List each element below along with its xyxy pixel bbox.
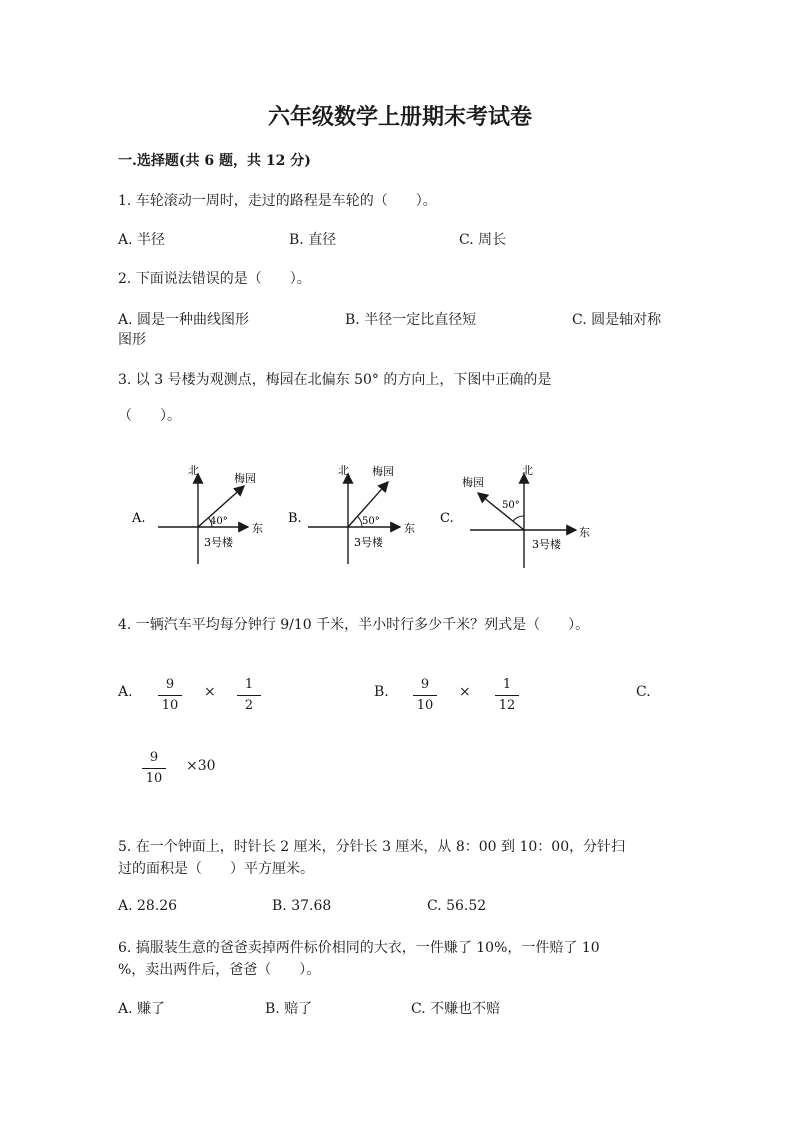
angle-label: 50° (502, 500, 520, 511)
numerator: 9 (165, 677, 175, 692)
q5-option-c[interactable]: C. 56.52 (427, 898, 487, 914)
north-label: 北 (522, 464, 533, 477)
question-2-text: 2. 下面说法错误的是（ ）。 (118, 271, 311, 287)
q3-diagram-a[interactable] (130, 460, 280, 570)
q2-option-b[interactable]: B. 半径一定比直径短 (345, 312, 477, 328)
target-label: 梅园 (462, 476, 484, 489)
q2-option-c[interactable]: C. 圆是轴对称 (572, 312, 662, 328)
angle-label: 50° (362, 516, 380, 527)
denominator: 10 (161, 698, 179, 713)
denominator: 10 (145, 771, 163, 786)
question-3-line-1: 3. 以 3 号楼为观测点，梅园在北偏东 50° 的方向上，下图中正确的是 (118, 372, 552, 388)
question-6-line-1: 6. 搞服装生意的爸爸卖掉两件标价相同的大衣，一件赚了 10%，一件赔了 10 (118, 940, 600, 956)
question-5-line-2: 过的面积是（ ）平方厘米。 (118, 861, 314, 877)
q4-option-a-fraction-1 (155, 677, 185, 714)
q4-option-c-label[interactable]: C. (636, 684, 651, 700)
q4-option-c-fraction (139, 750, 169, 787)
angle-arc (513, 516, 524, 521)
diagram-label: C. (440, 511, 454, 526)
east-label: 东 (579, 526, 590, 539)
origin-label: 3号楼 (204, 536, 233, 549)
denominator: 2 (244, 698, 254, 713)
q4-option-a-label[interactable]: A. (118, 684, 133, 700)
target-label: 梅园 (234, 472, 256, 485)
section-heading: 一.选择题(共 6 题，共 12 分) (118, 153, 311, 169)
diagram-label: A. (132, 511, 146, 526)
q4-option-b-fraction-1 (410, 677, 440, 714)
q6-option-c[interactable]: C. 不赚也不赔 (411, 1001, 501, 1017)
q5-option-b[interactable]: B. 37.68 (272, 898, 332, 914)
q4-option-a-operator: × (204, 684, 216, 700)
north-label: 北 (188, 464, 199, 477)
q4-option-a-fraction-2 (234, 677, 264, 714)
q1-option-b[interactable]: B. 直径 (289, 232, 337, 248)
origin-label: 3号楼 (532, 538, 561, 551)
east-label: 东 (252, 522, 263, 535)
angle-label: 40° (210, 516, 228, 527)
q3-diagram-c[interactable] (440, 460, 600, 570)
q4-option-c-rest: ×30 (186, 758, 216, 774)
numerator: 9 (420, 677, 430, 692)
q6-option-b[interactable]: B. 赔了 (265, 1001, 313, 1017)
numerator: 9 (149, 750, 159, 765)
east-label: 东 (404, 522, 415, 535)
page-title: 六年级数学上册期末考试卷 (267, 104, 532, 130)
q2-option-a[interactable]: A. 圆是一种曲线图形 (118, 312, 250, 328)
q4-option-b-label[interactable]: B. (374, 684, 389, 700)
q4-option-b-operator: × (459, 684, 471, 700)
question-3-line-2: （ ）。 (118, 408, 181, 424)
target-label: 梅园 (372, 465, 394, 478)
q4-option-b-fraction-2 (492, 677, 522, 714)
north-label: 北 (338, 464, 349, 477)
numerator: 1 (502, 677, 512, 692)
q3-diagram-b[interactable] (288, 460, 438, 570)
origin-label: 3号楼 (354, 536, 383, 549)
denominator: 12 (498, 698, 516, 713)
direction-arrow (478, 493, 524, 530)
denominator: 10 (416, 698, 434, 713)
numerator: 1 (244, 677, 254, 692)
diagram-label: B. (288, 511, 302, 526)
q1-option-a[interactable]: A. 半径 (118, 232, 166, 248)
q6-option-a[interactable]: A. 赚了 (118, 1001, 166, 1017)
question-5-line-1: 5. 在一个钟面上，时针长 2 厘米，分针长 3 厘米，从 8：00 到 10：00，分针扫 (118, 839, 626, 855)
q5-option-a[interactable]: A. 28.26 (118, 898, 178, 914)
q2-option-c-wrap: 图形 (118, 332, 146, 348)
question-1-text: 1. 车轮滚动一周时，走过的路程是车轮的（ ）。 (118, 193, 437, 209)
question-4-text: 4. 一辆汽车平均每分钟行 9/10 千米，半小时行多少千米？列式是（ ）。 (118, 617, 590, 633)
question-6-line-2: %，卖出两件后，爸爸（ ）。 (118, 962, 321, 978)
q1-option-c[interactable]: C. 周长 (459, 232, 507, 248)
